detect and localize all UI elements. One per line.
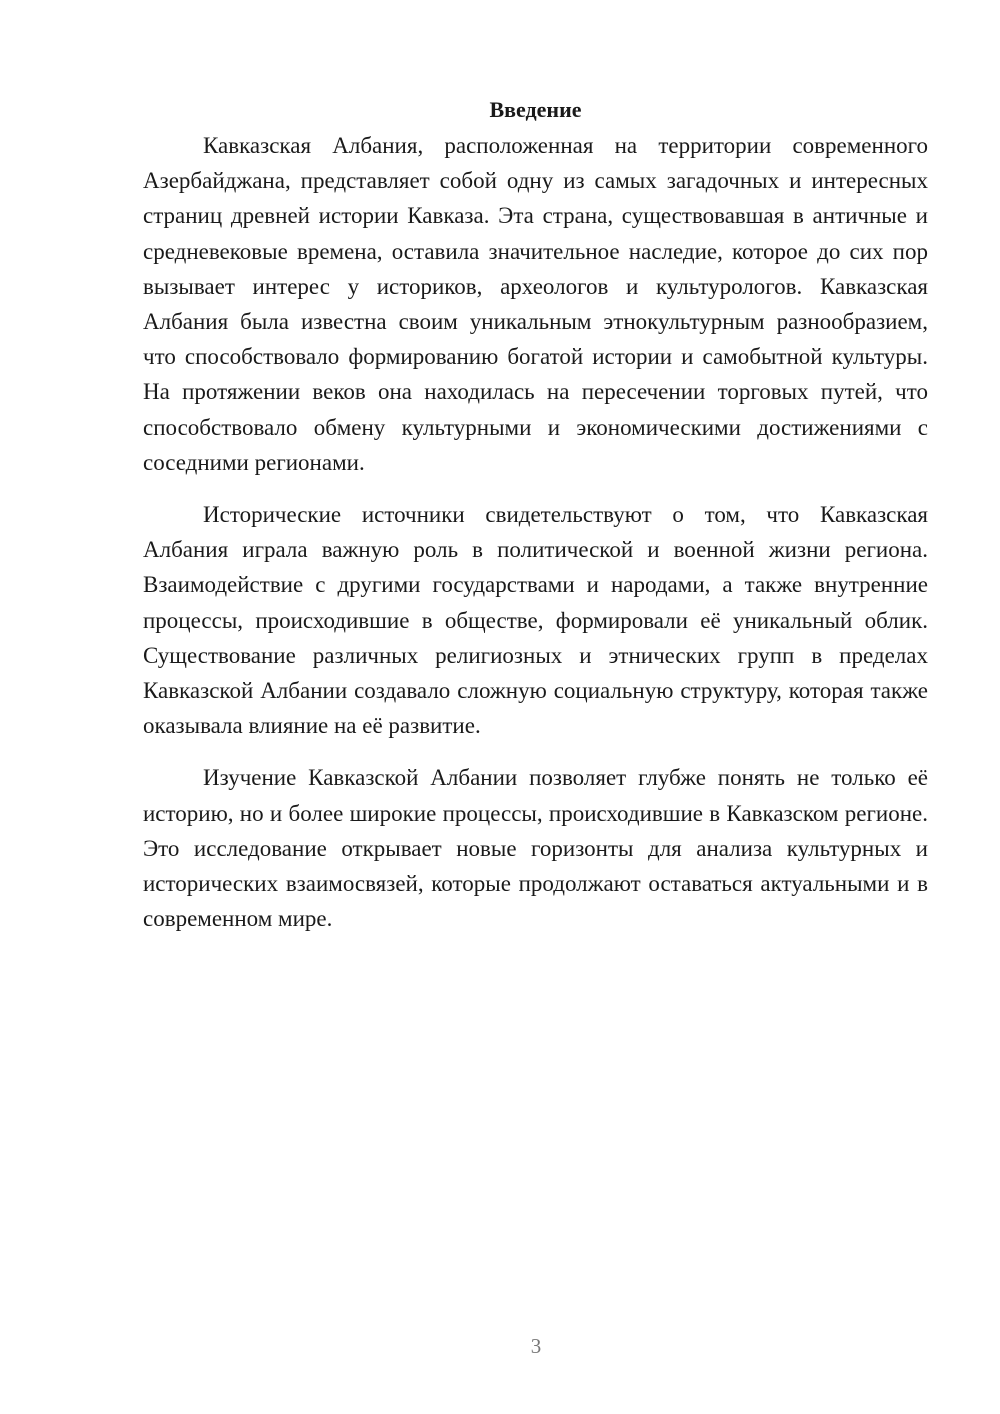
page-content — [143, 92, 928, 953]
section-heading: Введение — [489, 97, 582, 122]
paragraph-3: Изучение Кавказской Албании позволяет глубже понять не только её историю, но и более широкие процессы, происходившие в Кавказском регионе. Это исследование открывает новые горизонты для анализа культурных и исторических взаимосвязей, которые продолжают оставаться актуальными и в современном мире. — [143, 765, 928, 932]
paragraph-2: Исторические источники свидетельствуют о том, что Кавказская Албания играла важную роль в политической и военной жизни региона. Взаимодействие с другими государствами и народами, а также внутренние процессы, происходившие в обществе, формировали её уникальный облик. Существование различных религиозных и этнических групп в пределах Кавказской Албании создавало сложную социальную структуру, которая также оказывала влияние на её развитие. — [143, 502, 928, 739]
paragraph-1: Кавказская Албания, расположенная на территории современного Азербайджана, представляет собой одну из самых загадочных и интересных страниц древней истории Кавказа. Эта страна, существовавшая в античные и средневековые времена, оставила значительное наследие, которое до сих пор вызывает интерес у историков, археологов и культурологов. Кавказская Албания была известна своим уникальным этнокультурным разнообразием, что способствовало формированию богатой истории и самобытной культуры. На протяжении веков она находилась на пересечении торговых путей, что способствовало обмену культурными и экономическими достижениями с соседними регионами. — [143, 133, 928, 475]
page-number: 3 — [530, 1334, 542, 1358]
